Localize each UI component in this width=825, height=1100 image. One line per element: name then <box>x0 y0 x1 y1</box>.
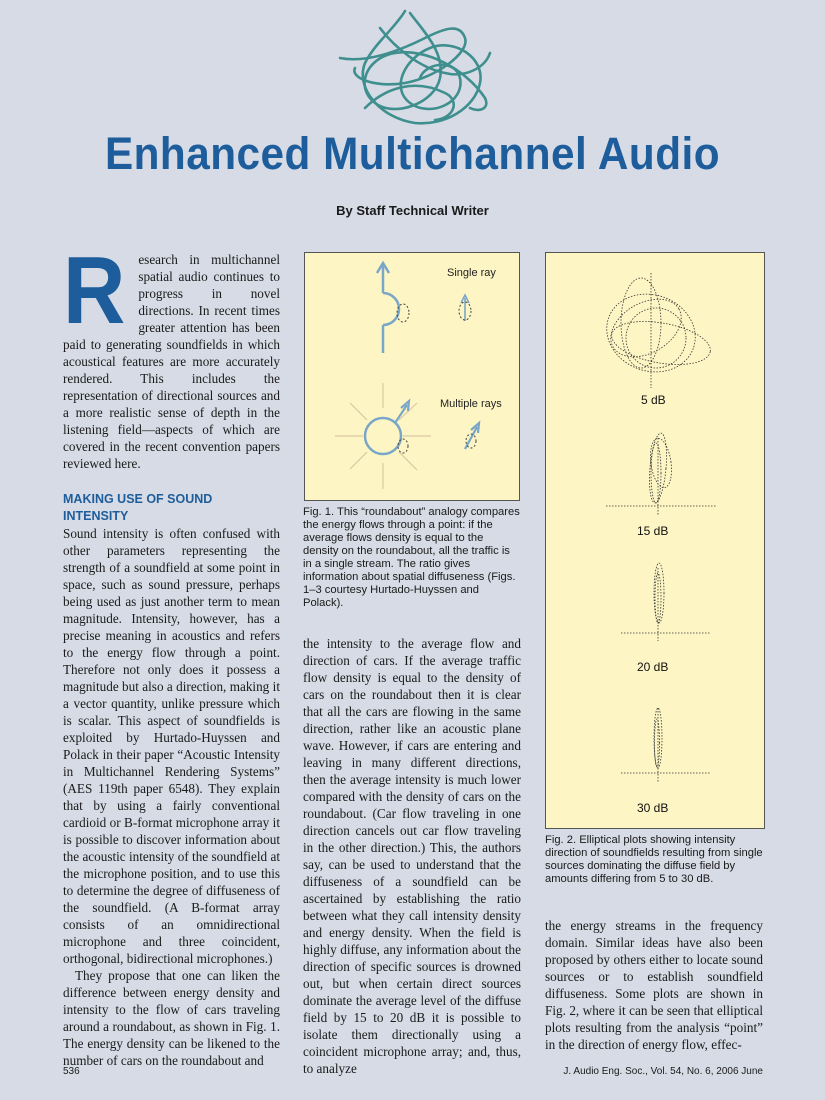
plot-15db <box>606 432 716 515</box>
column-2 <box>303 635 521 1077</box>
page-number: 536 <box>63 1066 80 1077</box>
plot-label-30db: 30 dB <box>637 801 669 815</box>
figure-2-caption: Fig. 2. Elliptical plots showing intensity direction of soundfields resulting from single sources dominating the diffuse field by amounts differing from 5 to 30 dB. <box>545 834 763 885</box>
single-ray-arc <box>383 293 399 325</box>
column-1 <box>63 237 280 1069</box>
plot-label-20db: 20 dB <box>637 660 669 674</box>
article-title: Enhanced Multichannel Audio <box>104 128 721 179</box>
plot-label-5db: 5 dB <box>641 393 666 407</box>
label-multiple-rays: Multiple rays <box>440 398 502 410</box>
section-heading: MAKING USE OF SOUND INTENSITY <box>63 492 213 523</box>
plot-5db <box>596 273 714 388</box>
plot-30db <box>621 708 711 783</box>
intro-text: esearch in multichannel spatial audio continues to progress in novel directions. In recent times greater attention has been paid to generating soundfields in which acoustical features are more accurately rendered. This includes the representation of directional sources and a more realistic sense of depth in the listening field—aspects of which are covered in the recent convention papers reviewed here. <box>63 252 280 471</box>
body-paragraph: the intensity to the average flow and direction of cars. If the average traffic flow density is equal to the density of cars on the roundabout then it is clear that all the cars are flowing in the same direction, rather like an acoustic plane wave. However, if cars are entering and leaving in many different directions, then the average intensity is much lower compared with the density of cars on the roundabout. (Car flow traveling in one direction cancels out car flow traveling in the other direction.) This, the authors say, can be used to understand that the diffuseness of a soundfield can be ascertained by establishing the ratio between what they call intensity density and energy density. When the field is highly diffuse, any information about the direction of specific sources is drowned out, but when certain direct sources dominate the average level of the diffuse field by 15 to 20 dB it is possible to isolate them directionally using a coincident microphone array; and, thus, to analyze <box>303 636 521 1076</box>
label-single-ray: Single ray <box>447 267 496 279</box>
body-paragraph: They propose that one can liken the difference between energy density and intensity to the flow of cars traveling around a roundabout, as shown in Fig. 1. The energy density can be likened to the number of cars on the roundabout and <box>63 968 280 1068</box>
column-3 <box>545 917 763 1053</box>
byline: By Staff Technical Writer <box>336 203 489 218</box>
figure-2 <box>545 252 765 829</box>
figure-1-caption: Fig. 1. This “roundabout” analogy compares the energy flows through a point: if the average flows density is equal to the density on the roundabout, all the traffic is in a single stream. The ratio gives information about spatial diffuseness (Figs. 1–3 courtesy Hurtado-Huyssen and Polack). <box>303 506 520 609</box>
drop-cap: R <box>63 237 126 344</box>
body-paragraph: Sound intensity is often confused with other parameters representing the strength of a soundfield at some point in space, such as sound pressure, perhaps being used as just another term to mean magnitude. Intensity, however, has a precise meaning in acoustics and refers to the energy flow through a point. Therefore not only does it possess a magnitude but also a direction, making it a vector quantity, unlike pressure which is scalar. This aspect of soundfields is exploited by Hurtado-Huyssen and Polack in their paper “Acoustic Intensity in Multichannel Rendering Systems” (AES 119th paper 6548). They explain that by using a fairly conventional cardioid or B-format microphone array it is possible to discover information about the acoustic intensity of the soundfield at the microphone position, and to use this to determine the degree of diffuseness of the soundfield. (A B-format array consists of an omnidirectional microphone and three coincident, orthogonal, bidirectional microphones.) <box>63 526 280 966</box>
plot-label-15db: 15 dB <box>637 524 669 538</box>
plot-20db <box>621 563 711 641</box>
intro-paragraph <box>63 237 280 472</box>
body-paragraph: the energy streams in the frequency domain. Similar ideas have also been proposed by others either to locate sound sources or to establish soundfield diffuseness. Some plots are shown in Fig. 2, where it can be seen that elliptical plots resulting from the analysis “point” in the direction of energy flow, effec- <box>545 918 763 1052</box>
scribble-logo-icon <box>335 8 495 133</box>
elliptical-plots <box>546 253 764 828</box>
journal-citation: J. Audio Eng. Soc., Vol. 54, No. 6, 2006 June <box>563 1066 763 1077</box>
roundabout-diagram <box>305 253 519 500</box>
figure-1 <box>304 252 520 501</box>
